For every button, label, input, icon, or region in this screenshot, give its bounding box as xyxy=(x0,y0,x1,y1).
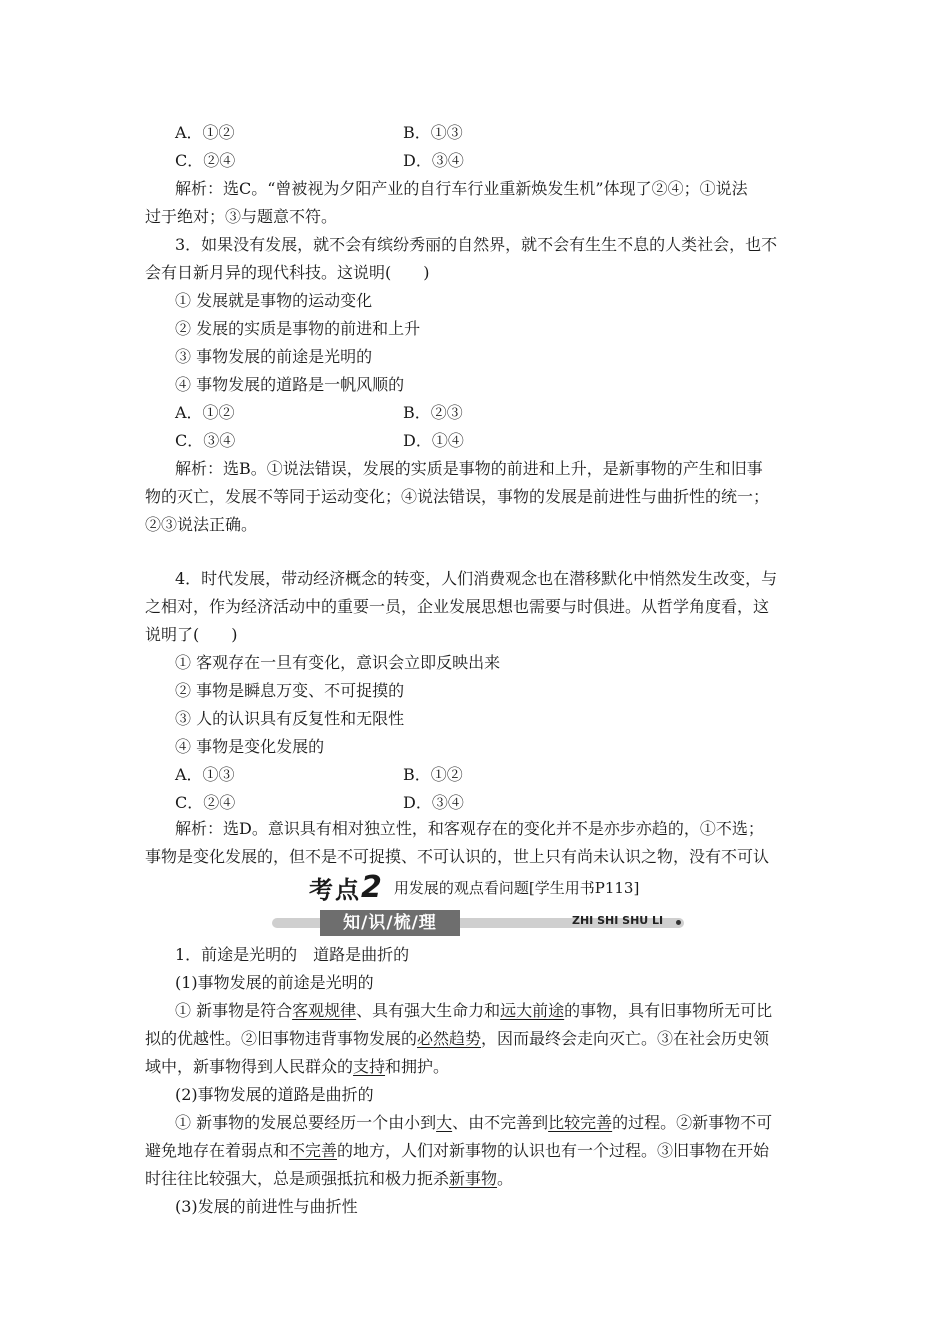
q4-option-a: A．①③ xyxy=(175,765,235,784)
fill-blank: 比较完善 xyxy=(548,1113,613,1132)
q4-stem-cont: 之相对，作为经济活动中的重要一员，企业发展思想也需要与时俱进。从哲学角度看，这 xyxy=(145,597,770,616)
q3-option-b: B．②③ xyxy=(403,403,463,422)
fill-blank: 不完善 xyxy=(289,1141,338,1160)
kaodian-number: 2 xyxy=(361,870,382,905)
content-subheading: (2)事物发展的道路是曲折的 xyxy=(175,1085,374,1104)
q4-item: ③ 人的认识具有反复性和无限性 xyxy=(175,709,405,728)
q4-analysis: 解析：选D。意识具有相对独立性，和客观存在的变化并不是亦步亦趋的，①不选； xyxy=(175,819,764,838)
q3-option-d: D．①④ xyxy=(403,431,464,450)
kaodian-label: 考点 xyxy=(309,876,361,904)
banner-pinyin: ZHI SHI SHU LI xyxy=(572,914,664,927)
q3-analysis: 解析：选B。①说法错误，发展的实质是事物的前进和上升，是新事物的产生和旧事 xyxy=(175,459,763,478)
q4-analysis-cont: 事物是变化发展的，但不是不可捉摸、不可认识的，世上只有尚未认识之物，没有不可认 xyxy=(145,847,770,866)
fill-blank: 大 xyxy=(436,1113,453,1132)
q3-analysis-cont: 物的灭亡，发展不等同于运动变化；④说法错误，事物的发展是前进性与曲折性的统一； xyxy=(145,487,770,506)
q2-option-a: A．①② xyxy=(175,123,235,142)
q3-option-c: C．③④ xyxy=(175,431,236,450)
q4-option-d: D．③④ xyxy=(403,793,464,812)
q4-option-b: B．①② xyxy=(403,765,463,784)
content-paragraph-cont: 拟的优越性。②旧事物违背事物发展的必然趋势，因而最终会走向灭亡。③在社会历史领 xyxy=(145,1029,770,1048)
banner-title: 知/识/梳/理 xyxy=(320,910,460,936)
content-subheading: (1)事物发展的前途是光明的 xyxy=(175,973,374,992)
fill-blank: 支持 xyxy=(353,1057,386,1076)
content-subheading: (3)发展的前进性与曲折性 xyxy=(175,1197,358,1216)
section-heading xyxy=(309,870,639,906)
fill-blank: 客观规律 xyxy=(292,1001,357,1020)
q4-item: ② 事物是瞬息万变、不可捉摸的 xyxy=(175,681,405,700)
fill-blank: 远大前途 xyxy=(500,1001,565,1020)
q3-stem: 3．如果没有发展，就不会有缤纷秀丽的自然界，就不会有生生不息的人类社会，也不 xyxy=(175,235,778,254)
q4-item: ④ 事物是变化发展的 xyxy=(175,737,325,756)
banner-dot-icon xyxy=(676,920,681,925)
q4-stem: 4．时代发展，带动经济概念的转变，人们消费观念也在潜移默化中悄然发生改变，与 xyxy=(175,569,778,588)
q3-item: ④ 事物发展的道路是一帆风顺的 xyxy=(175,375,405,394)
content-heading-1: 1．前途是光明的 道路是曲折的 xyxy=(175,945,410,964)
q3-analysis-cont: ②③说法正确。 xyxy=(145,515,258,534)
q3-option-a: A．①② xyxy=(175,403,235,422)
fill-blank: 新事物 xyxy=(449,1169,498,1188)
q4-stem-cont: 说明了( ) xyxy=(145,625,238,644)
content-paragraph: ① 新事物的发展总要经历一个由小到大、由不完善到比较完善的过程。②新事物不可 xyxy=(175,1113,773,1132)
q4-item: ① 客观存在一旦有变化，意识会立即反映出来 xyxy=(175,653,501,672)
q3-stem-cont: 会有日新月异的现代科技。这说明( ) xyxy=(145,263,430,282)
content-paragraph-cont: 时往往比较强大，总是顽强抵抗和极力扼杀新事物。 xyxy=(145,1169,514,1188)
q2-analysis: 解析：选C。“曾被视为夕阳产业的自行车行业重新焕发生机”体现了②④；①说法 xyxy=(175,179,748,198)
q2-option-b: B．①③ xyxy=(403,123,463,142)
section-title: 用发展的观点看问题[学生用书P113] xyxy=(393,879,640,897)
content-paragraph-cont: 避免地存在着弱点和不完善的地方，人们对新事物的认识也有一个过程。③旧事物在开始 xyxy=(145,1141,770,1160)
q3-item: ② 发展的实质是事物的前进和上升 xyxy=(175,319,421,338)
q2-analysis-cont: 过于绝对；③与题意不符。 xyxy=(145,207,338,226)
content-paragraph-cont: 域中，新事物得到人民群众的支持和拥护。 xyxy=(145,1057,450,1076)
content-paragraph: ① 新事物是符合客观规律、具有强大生命力和远大前途的事物，具有旧事物所无可比 xyxy=(175,1001,773,1020)
q2-option-c: C．②④ xyxy=(175,151,236,170)
q4-option-c: C．②④ xyxy=(175,793,236,812)
q2-option-d: D．③④ xyxy=(403,151,464,170)
q3-item: ③ 事物发展的前途是光明的 xyxy=(175,347,373,366)
q3-item: ① 发展就是事物的运动变化 xyxy=(175,291,373,310)
knowledge-banner xyxy=(272,910,684,936)
fill-blank: 必然趋势 xyxy=(417,1029,482,1048)
